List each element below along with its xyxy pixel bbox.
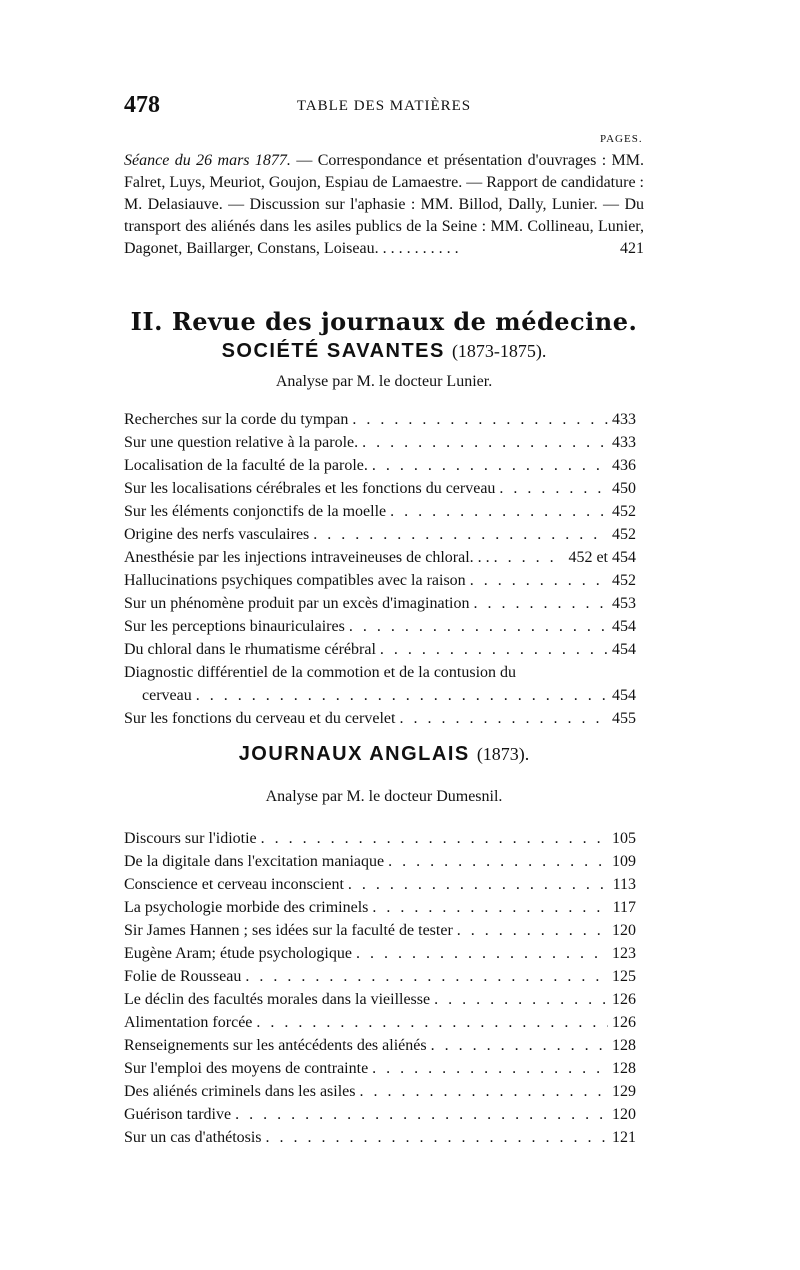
dot-leader <box>352 408 608 431</box>
toc-entry-title: Du chloral dans le rhumatisme cérébral <box>124 641 376 658</box>
dot-leader <box>313 523 608 546</box>
toc-entry-page: 126 <box>612 1014 636 1031</box>
toc-entry <box>124 1011 636 1034</box>
dot-leader <box>235 1103 608 1126</box>
toc-entry-page: 121 <box>612 1129 636 1146</box>
toc-entry-title: Sur un cas d'athétosis <box>124 1129 262 1146</box>
toc-entry-title: Renseignements sur les antécédents des aliénés <box>124 1037 427 1054</box>
dot-leader <box>256 1011 608 1034</box>
toc-entry-page: 436 <box>612 457 636 474</box>
toc-entry-page: 128 <box>612 1037 636 1054</box>
toc-entry-title: Localisation de la faculté de la parole. <box>124 457 368 474</box>
toc-entry-title: Sur une question relative à la parole. <box>124 434 359 451</box>
dot-leader <box>473 592 608 615</box>
toc-entry <box>124 661 636 684</box>
toc-entry-page: 452 <box>612 572 636 589</box>
toc-entry-page: 125 <box>612 968 636 985</box>
toc-entry-title: Conscience et cerveau inconscient <box>124 876 344 893</box>
toc-entry-page: 454 <box>612 618 636 635</box>
toc-entry <box>124 707 636 730</box>
toc-list-societes <box>124 408 636 730</box>
toc-entry-title: De la digitale dans l'excitation maniaque <box>124 853 385 870</box>
toc-entry-page: 453 <box>612 595 636 612</box>
dot-leader <box>390 500 608 523</box>
toc-entry <box>124 592 636 615</box>
toc-entry <box>124 523 636 546</box>
toc-entry <box>124 638 636 661</box>
toc-entry-title: La psychologie morbide des criminels <box>124 899 369 916</box>
toc-entry-title: Folie de Rousseau <box>124 968 242 985</box>
dot-leader <box>372 896 608 919</box>
toc-entry <box>124 454 636 477</box>
toc-entry <box>124 431 636 454</box>
toc-entry-page: 128 <box>612 1060 636 1077</box>
toc-entry <box>124 1057 636 1080</box>
pages-column-label: PAGES. <box>600 133 643 145</box>
dot-leader <box>470 569 608 592</box>
toc-entry-page: 117 <box>612 899 636 916</box>
toc-entry <box>124 1034 636 1057</box>
toc-entry-title: Sur l'emploi des moyens de contrainte <box>124 1060 369 1077</box>
toc-entry-title: Sur un phénomène produit par un excès d'imagination <box>124 595 470 612</box>
toc-entry <box>124 569 636 592</box>
toc-entry <box>124 615 636 638</box>
toc-entry-page: 454 <box>612 641 636 658</box>
toc-entry-title: Sur les éléments conjonctifs de la moelle <box>124 503 387 520</box>
toc-entry <box>124 546 636 569</box>
seance-page: 421 <box>620 240 644 257</box>
toc-entry-page: 452 et 454 <box>568 549 636 566</box>
section2-title <box>124 743 644 766</box>
toc-entry-title: Origine des nerfs vasculaires <box>124 526 310 543</box>
toc-entry-title: Des aliénés criminels dans les asiles <box>124 1083 356 1100</box>
toc-entry-title: Diagnostic différentiel de la commotion et de la contusion du <box>124 664 517 681</box>
toc-entry <box>124 919 636 942</box>
toc-entry-title: Sir James Hannen ; ses idées sur la faculté de tester <box>124 922 453 939</box>
toc-entry-title: Recherches sur la corde du tympan <box>124 411 349 428</box>
section-subtitle-years: (1873-1875). <box>451 341 547 361</box>
dot-leader <box>356 942 608 965</box>
toc-entry <box>124 1126 636 1149</box>
toc-entry-page: 129 <box>612 1083 636 1100</box>
toc-entry-title: Sur les perceptions binauriculaires <box>124 618 345 635</box>
toc-entry-title: cerveau <box>142 687 192 704</box>
section-subtitle <box>124 340 644 363</box>
toc-entry-page: 109 <box>612 853 636 870</box>
toc-entry <box>124 896 636 919</box>
seance-date: Séance du 26 mars 1877. <box>124 152 291 169</box>
dot-leader <box>457 919 608 942</box>
toc-entry-page: 452 <box>612 526 636 543</box>
page-header <box>124 92 644 122</box>
dot-leader <box>431 1034 608 1057</box>
section-title: II. Revue des journaux de médecine. <box>130 307 638 336</box>
toc-entry-page: 454 <box>612 687 636 704</box>
dot-leader <box>266 1126 608 1149</box>
page-number: 478 <box>124 92 160 118</box>
running-title: TABLE DES MATIÈRES <box>296 98 472 114</box>
toc-entry-page: 113 <box>612 876 636 893</box>
toc-entry-page: 126 <box>612 991 636 1008</box>
toc-entry-title: Discours sur l'idiotie <box>124 830 257 847</box>
toc-entry <box>124 850 636 873</box>
section-analyse: Analyse par M. le docteur Lunier. <box>275 373 493 390</box>
toc-entry <box>124 873 636 896</box>
dot-leader <box>372 454 608 477</box>
section2-title-text: JOURNAUX ANGLAIS <box>238 743 470 765</box>
toc-entry-title: Hallucinations psychiques compatibles avec la raison <box>124 572 466 589</box>
toc-entry-title: Le déclin des facultés morales dans la vieillesse <box>124 991 431 1008</box>
toc-entry <box>124 942 636 965</box>
dot-leader <box>245 965 608 988</box>
toc-entry-title: Guérison tardive <box>124 1106 232 1123</box>
toc-entry-title: Sur les fonctions du cerveau et du cervelet <box>124 710 396 727</box>
toc-entry <box>124 684 636 707</box>
toc-entry-page: 120 <box>612 922 636 939</box>
dot-leader <box>196 684 608 707</box>
toc-entry-page: 433 <box>612 434 636 451</box>
toc-entry-page: 105 <box>612 830 636 847</box>
dot-leader <box>261 827 608 850</box>
dot-leader <box>380 638 608 661</box>
toc-entry <box>124 408 636 431</box>
toc-entry-page: 455 <box>612 710 636 727</box>
dot-leader <box>362 431 608 454</box>
toc-entry-page: 123 <box>612 945 636 962</box>
toc-entry <box>124 827 636 850</box>
toc-entry-page: 450 <box>612 480 636 497</box>
dot-leader <box>499 477 608 500</box>
toc-entry <box>124 1103 636 1126</box>
toc-entry-page: 433 <box>612 411 636 428</box>
toc-entry <box>124 1080 636 1103</box>
toc-entry <box>124 965 636 988</box>
section2-analyse: Analyse par M. le docteur Dumesnil. <box>265 788 503 805</box>
toc-entry <box>124 477 636 500</box>
section2-years: (1873). <box>476 744 530 764</box>
dot-leader <box>494 546 565 569</box>
toc-entry-title: Anesthésie par les injections intraveineuses de chloral. . . <box>124 549 490 566</box>
toc-entry-title: Sur les localisations cérébrales et les fonctions du cerveau <box>124 480 496 497</box>
toc-entry-page: 120 <box>612 1106 636 1123</box>
dot-leader <box>348 873 609 896</box>
toc-entry <box>124 988 636 1011</box>
toc-entry-title: Eugène Aram; étude psychologique <box>124 945 352 962</box>
toc-entry-title: Alimentation forcée <box>124 1014 253 1031</box>
toc-entry-page: 452 <box>612 503 636 520</box>
seance-paragraph <box>124 150 644 260</box>
dot-leader <box>372 1057 608 1080</box>
toc-list-anglais <box>124 827 636 1149</box>
dot-leader <box>434 988 608 1011</box>
dot-leader <box>388 850 608 873</box>
dot-leader <box>349 615 608 638</box>
toc-entry <box>124 500 636 523</box>
dot-leader <box>399 707 608 730</box>
section-subtitle-text: SOCIÉTÉ SAVANTES <box>221 340 445 362</box>
seance-text: — Correspondance et présentation d'ouvrages : MM. Falret, Luys, Meuriot, Goujon, Espiau de Lamaestre. — Rapport de candidature : M. Delasiauve. — Discussion sur l'aphasie : MM. Billod, Dally, Lunier. — Du transport des aliénés dans les asiles publics de la Seine : MM. Collineau, Lunier, Dagonet, Baillarger, Constans, Loiseau. . . . . . . . . . . <box>124 152 645 257</box>
dot-leader <box>360 1080 609 1103</box>
